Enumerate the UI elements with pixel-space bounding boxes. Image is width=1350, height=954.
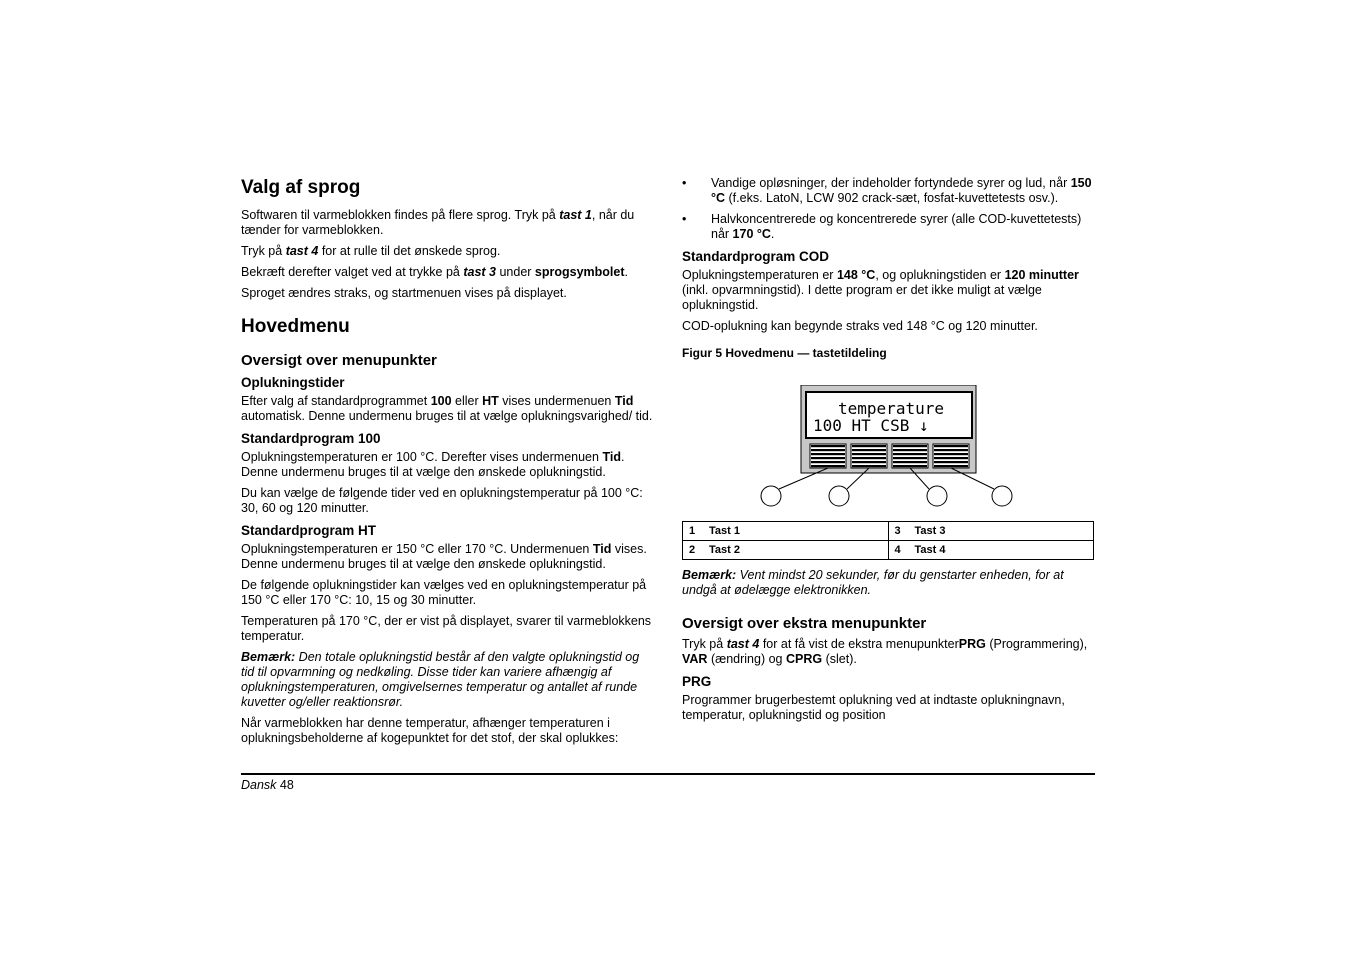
callouts — [761, 468, 1012, 506]
text: Halvkoncentrerede og koncentrerede syrer (alle COD-kuvettetests) når — [711, 212, 1082, 241]
text: , og oplukningstiden er — [875, 268, 1005, 282]
text: , når du tænder for varmeblokken. — [241, 208, 635, 237]
text: under — [495, 265, 535, 279]
text: eller — [451, 394, 483, 408]
text: (ændring) og — [707, 652, 786, 666]
heading-menu-overview: Oversigt over menupunkter — [241, 352, 437, 369]
keypad-diagram — [682, 385, 1095, 515]
callout-circle-3 — [927, 486, 947, 506]
key-table — [682, 521, 1094, 560]
footer-rule — [241, 773, 1095, 775]
paragraph — [241, 394, 654, 424]
heading-prg: PRG — [682, 674, 712, 689]
text: 170 °C — [732, 227, 771, 241]
text: 120 minutter — [1004, 268, 1079, 282]
text: Tid — [614, 394, 634, 408]
note-label: Bemærk: — [241, 650, 296, 664]
text: vises. Denne undermenu bruges til at vælge den ønskede oplukningstid. — [241, 542, 647, 571]
paragraph — [241, 450, 654, 480]
paragraph — [682, 637, 1095, 667]
key-num: 2 — [683, 541, 704, 560]
callout-circle-4 — [992, 486, 1012, 506]
text: for at rulle til det ønskede sprog. — [318, 244, 501, 258]
text: Tryk på — [241, 244, 286, 258]
softkey-1[interactable] — [810, 444, 846, 468]
key-label: Tast 4 — [909, 541, 1094, 560]
display-line-1: temperature — [838, 399, 944, 418]
heading-std-cod: Standardprogram COD — [682, 249, 830, 264]
bullet-list — [682, 176, 1095, 242]
table-row — [683, 541, 1094, 560]
text: 150 °C — [711, 176, 1092, 205]
paragraph — [682, 268, 1095, 313]
text: 100 — [430, 394, 452, 408]
text: tast 4 — [285, 244, 319, 258]
softkey-4[interactable] — [933, 444, 969, 468]
text: (Programmering), — [985, 637, 1088, 651]
paragraph: Programmer brugerbestemt oplukning ved at indtaste oplukningnavn, temperatur, oplukningstid og position — [682, 693, 1065, 722]
paragraph: Når varmeblokken har denne temperatur, afhænger temperaturen i oplukningsbeholderne af kogepunktet for det stof, der skal oplukkes: — [241, 716, 619, 745]
heading-digestion-times: Oplukningstider — [241, 375, 345, 390]
note-text: Den totale oplukningstid består af den valgte oplukningstid og tid til opvarmning og nedkøling. Disse tider kan variere afhængig af oplukningstemperaturen, omgivelsernes temperatur og antallet af runde kuvetter og/eller reaktionsrør. — [241, 650, 640, 709]
left-column — [241, 176, 654, 752]
text: . Denne undermenu bruges til at vælge den ønskede oplukningstid. — [241, 450, 625, 479]
bullet-icon: • — [682, 176, 687, 190]
note — [682, 568, 1095, 598]
text: (f.eks. LatoN, LCW 902 crack-sæt, fosfat-kuvettetests osv.). — [725, 191, 1059, 205]
text: Vandige opløsninger, der indeholder fortyndede syrer og lud, når — [711, 176, 1071, 190]
text: VAR — [682, 652, 708, 666]
text: for at få vist de ekstra menupunkter — [759, 637, 959, 651]
text: vises undermenuen — [498, 394, 615, 408]
text: Tid — [592, 542, 612, 556]
text: . — [624, 265, 628, 279]
key-label: Tast 1 — [703, 522, 888, 541]
key-num: 1 — [683, 522, 704, 541]
callout-circle-1 — [761, 486, 781, 506]
key-num: 4 — [888, 541, 909, 560]
text: 148 °C — [836, 268, 876, 282]
paragraph — [241, 208, 654, 238]
heading-extra-menu: Oversigt over ekstra menupunkter — [682, 615, 927, 632]
display-line-2: 100 HT CSB ↓ — [813, 416, 929, 435]
text: Oplukningstemperaturen er 100 °C. Derefter vises undermenuen — [241, 450, 603, 464]
paragraph: Du kan vælge de følgende tider ved en oplukningstemperatur på 100 °C: 30, 60 og 120 minutter. — [241, 486, 643, 515]
paragraph — [241, 265, 654, 280]
note-label: Bemærk: — [682, 568, 737, 582]
softkey-2[interactable] — [851, 444, 887, 468]
text: Softwaren til varmeblokken findes på flere sprog. Tryk på — [241, 208, 560, 222]
text: Efter valg af standardprogrammet — [241, 394, 431, 408]
note — [241, 650, 654, 710]
figure-caption: Figur 5 Hovedmenu — tastetildeling — [682, 346, 887, 360]
keypad-figure — [682, 385, 1095, 515]
bullet-icon: • — [682, 212, 687, 226]
key-label: Tast 3 — [909, 522, 1094, 541]
text: tast 3 — [463, 265, 496, 279]
text: automatisk. Denne undermenu bruges til at vælge oplukningsvarighed/ tid. — [241, 409, 653, 423]
text: tast 1 — [559, 208, 592, 222]
paragraph: COD-oplukning kan begynde straks ved 148 °C og 120 minutter. — [682, 319, 1038, 333]
text: Oplukningstemperaturen er — [682, 268, 837, 282]
text: HT — [482, 394, 499, 408]
page-number: 48 — [279, 778, 294, 792]
paragraph: Sproget ændres straks, og startmenuen vises på displayet. — [241, 286, 567, 300]
key-label: Tast 2 — [703, 541, 888, 560]
text: Tryk på — [682, 637, 727, 651]
text: . — [770, 227, 775, 241]
text: Bekræft derefter valget ved at trykke på — [241, 265, 464, 279]
paragraph: Temperaturen på 170 °C, der er vist på displayet, svarer til varmeblokkens temperatur. — [241, 614, 652, 643]
text: sprogsymbolet — [534, 265, 625, 279]
heading-main-menu: Hovedmenu — [241, 316, 350, 337]
text: tast 4 — [726, 637, 760, 651]
footer — [241, 778, 294, 792]
heading-std-100: Standardprogram 100 — [241, 431, 381, 446]
callout-circle-2 — [829, 486, 849, 506]
heading-std-ht: Standardprogram HT — [241, 523, 377, 538]
right-column — [682, 176, 1095, 729]
footer-language: Dansk — [241, 778, 277, 792]
text: Tid — [602, 450, 621, 464]
paragraph — [241, 542, 654, 572]
text: PRG — [958, 637, 986, 651]
text: (slet). — [822, 652, 857, 666]
table-row — [683, 522, 1094, 541]
paragraph — [241, 244, 654, 259]
list-item — [682, 176, 1095, 206]
key-num: 3 — [888, 522, 909, 541]
heading-language: Valg af sprog — [241, 177, 361, 198]
paragraph: De følgende oplukningstider kan vælges ved en oplukningstemperatur på 150 °C eller 170 °C: 10, 15 og 30 minutter. — [241, 578, 647, 607]
text: (inkl. opvarmningstid). I dette program er det ikke muligt at vælge oplukningstid. — [682, 283, 1042, 312]
text: CPRG — [785, 652, 823, 666]
list-item — [682, 212, 1095, 242]
note-text: Vent mindst 20 sekunder, før du genstarter enheden, for at undgå at ødelægge elektronikken. — [682, 568, 1064, 597]
softkey-3[interactable] — [892, 444, 928, 468]
text: Oplukningstemperaturen er 150 °C eller 170 °C. Undermenuen — [241, 542, 593, 556]
